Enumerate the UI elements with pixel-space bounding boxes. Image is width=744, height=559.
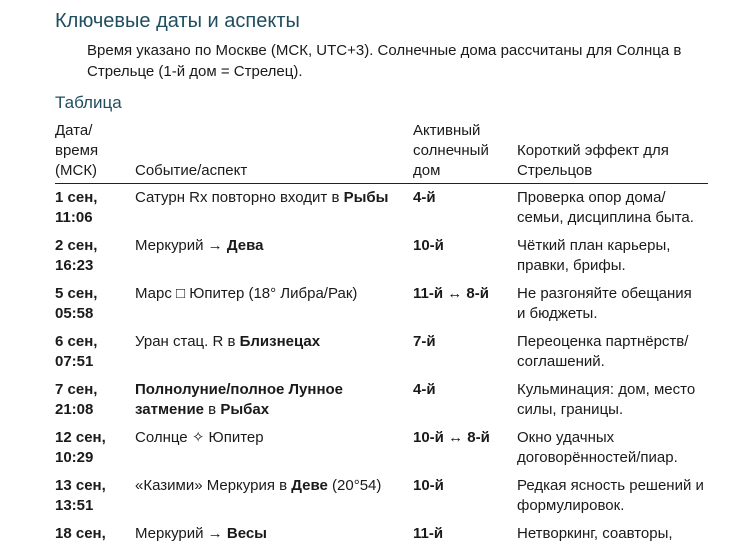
event-text-segment: (20°54) [327, 477, 382, 494]
table-row [55, 520, 708, 548]
cell-event [135, 524, 413, 544]
cell-event [135, 284, 413, 324]
event-text-segment: «Казими» Меркурия в [135, 477, 292, 494]
cell-date: 1 сен, 11:06 [55, 189, 98, 226]
cell-event [135, 332, 413, 372]
event-text-segment: Рыбах [220, 401, 270, 418]
cell-effect: Переоценка партнёрств/соглашений. [517, 333, 689, 370]
event-text-segment: Меркурий → [135, 237, 227, 254]
cell-date: 6 сен, 07:51 [55, 333, 98, 370]
event-text-segment: Полнолуние/полное Лунное затмение [135, 381, 344, 418]
cell-effect: Не разгоняйте обещания и бюджеты. [517, 285, 692, 322]
cell-date: 18 сен, [55, 525, 106, 542]
cell-date: 5 сен, 05:58 [55, 285, 98, 322]
cell-house: 7-й [413, 333, 436, 350]
table-row [55, 472, 708, 520]
table-heading: Таблица [55, 93, 122, 112]
cell-house: 4-й [413, 381, 436, 398]
header-effect: Короткий эффект для Стрельцов [517, 142, 669, 179]
cell-effect: Кульминация: дом, место силы, границы. [517, 381, 696, 418]
cell-event [135, 236, 413, 276]
event-text-segment: Близнецах [239, 333, 321, 350]
page-title: Ключевые даты и аспекты [55, 10, 300, 32]
table-row [55, 376, 708, 424]
table-body [55, 184, 708, 548]
intro-paragraph: Время указано по Москве (МСК, UTC+3). Солнечные дома рассчитаны для Солнца в Стрельце (1-й дом = Стрелец). [87, 42, 682, 80]
event-text-segment: Рыбы [343, 189, 389, 206]
cell-event [135, 188, 413, 228]
header-date: Дата/время (МСК) [55, 122, 99, 179]
cell-effect: Чёткий план карьеры, правки, брифы. [517, 237, 671, 274]
event-text-segment: Сатурн Rx повторно входит в [135, 189, 344, 206]
event-text-segment: Дева [226, 237, 264, 254]
cell-event [135, 476, 413, 516]
cell-date: 2 сен, 16:23 [55, 237, 98, 274]
cell-house: 4-й [413, 189, 436, 206]
events-table [55, 121, 708, 548]
cell-date: 13 сен, 13:51 [55, 477, 106, 514]
header-house: Активный солнечный дом [413, 122, 489, 179]
table-row [55, 424, 708, 472]
cell-effect: Нетворкинг, соавторы, [517, 525, 673, 542]
event-text-segment: Уран стац. R в [135, 333, 240, 350]
cell-date: 12 сен, 10:29 [55, 429, 106, 466]
event-text-segment: Деве [291, 477, 328, 494]
table-header-row [55, 121, 708, 184]
cell-house: 11-й [413, 525, 444, 542]
table-row [55, 232, 708, 280]
cell-house: 10-й [413, 477, 444, 494]
table-row [55, 280, 708, 328]
event-text-segment: Солнце ✧ Юпитер [135, 429, 264, 446]
event-text-segment: в [204, 401, 221, 418]
event-text-segment: Меркурий → [135, 525, 227, 542]
cell-event [135, 380, 413, 420]
cell-house: 10-й [413, 237, 444, 254]
cell-effect: Окно удачных договорённостей/пиар. [517, 429, 678, 466]
header-event: Событие/аспект [135, 162, 248, 179]
table-row [55, 184, 708, 232]
cell-event [135, 428, 413, 468]
cell-house: 10-й ↔ 8-й [413, 429, 490, 446]
event-text-segment: Марс □ Юпитер (18° Либра/Рак) [135, 285, 358, 302]
cell-house: 11-й ↔ 8-й [413, 285, 489, 302]
table-row [55, 328, 708, 376]
cell-effect: Редкая ясность решений и формулировок. [517, 477, 704, 514]
cell-effect: Проверка опор дома/семьи, дисциплина быта. [517, 189, 694, 226]
cell-date: 7 сен, 21:08 [55, 381, 98, 418]
event-text-segment: Весы [226, 525, 267, 542]
